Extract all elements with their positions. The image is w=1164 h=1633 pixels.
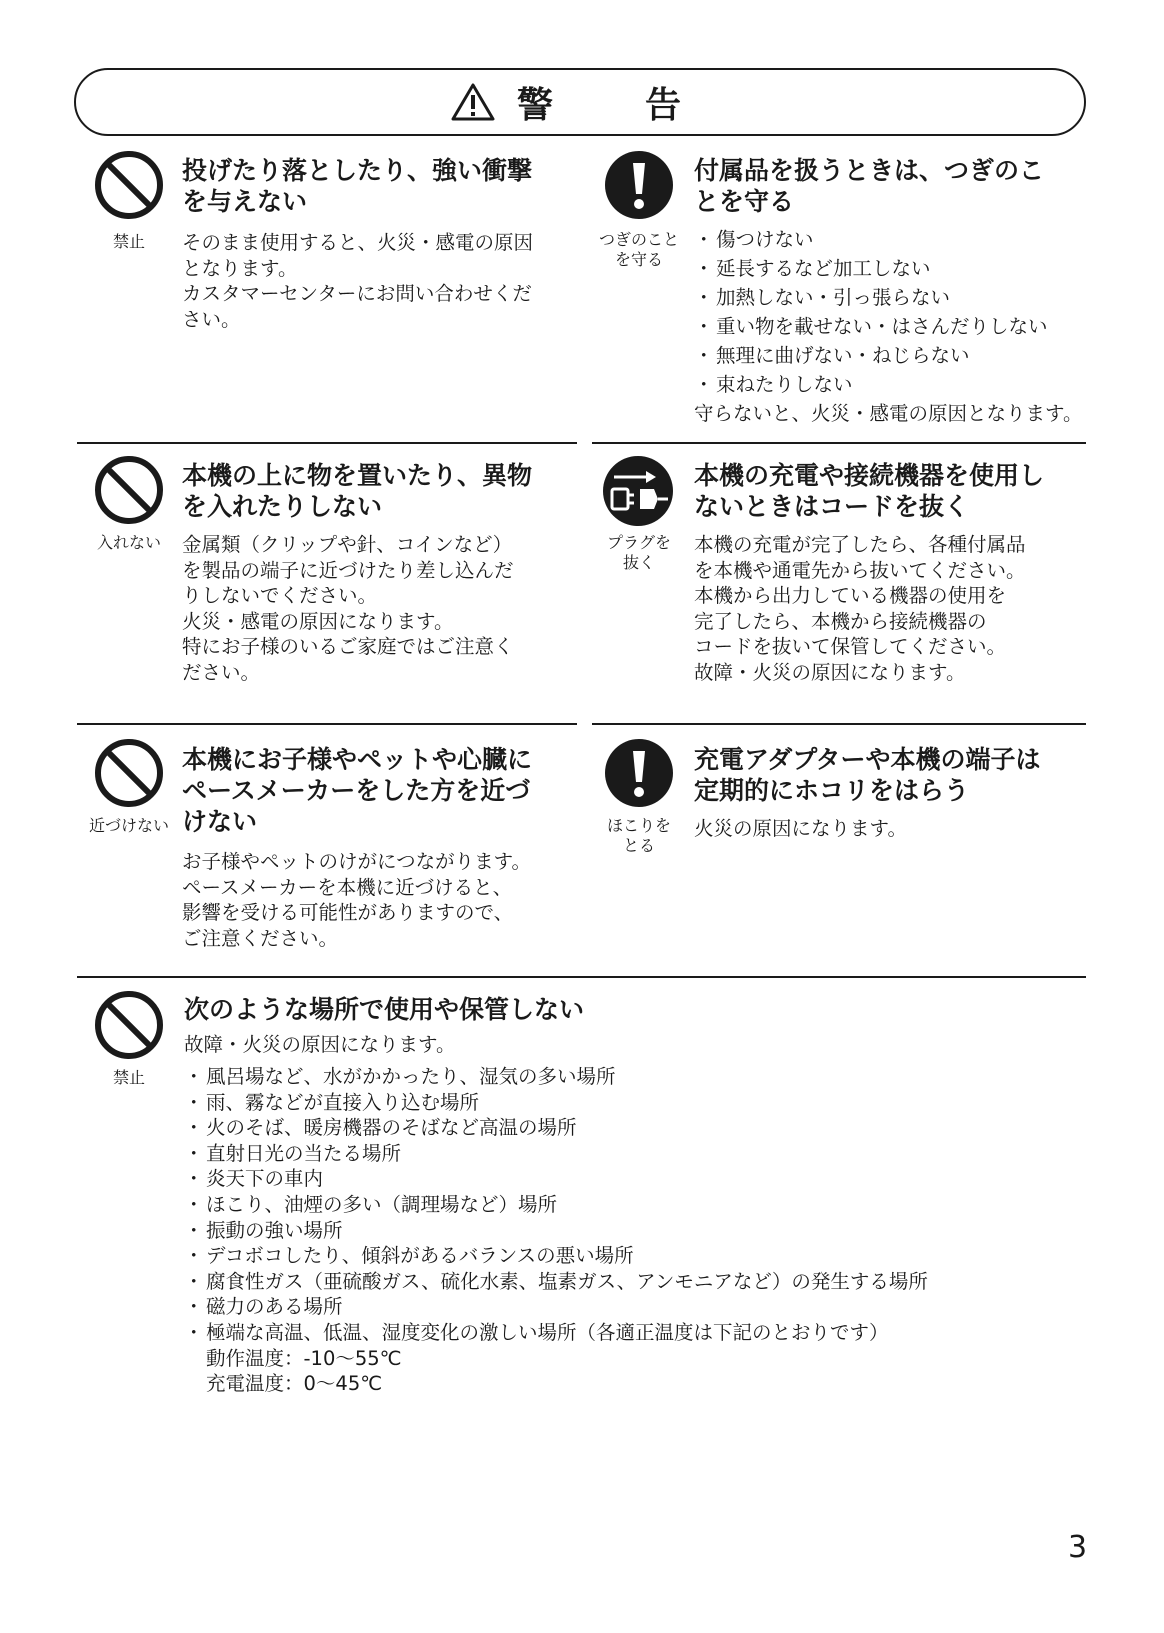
- section-title: 本機の上に物を置いたり、異物 を入れたりしない: [182, 461, 533, 521]
- section-intro: 故障・火災の原因になります。: [184, 1033, 456, 1056]
- section-title: 付属品を扱うときは、つぎのこ とを守る: [694, 156, 1045, 216]
- mandatory-exclamation-icon: [604, 150, 674, 220]
- section-title: 本機にお子様やペットや心臓に ペースメーカーをした方を近づ けない: [182, 745, 533, 836]
- list-footer: 守らないと、火災・感電の原因となります。: [694, 402, 1083, 425]
- icon-label-mandatory: つぎのこと を守る: [598, 230, 679, 269]
- warning-triangle-icon: [451, 82, 495, 122]
- warning-header: [74, 68, 1086, 136]
- list-item: ・ 火のそば、暖房機器のそばなど高温の場所: [184, 1116, 577, 1140]
- divider: [77, 976, 1086, 978]
- list-item: ・ 振動の強い場所: [184, 1218, 343, 1242]
- prohibition-icon: [94, 455, 164, 525]
- temperature-line: 動作温度：-10～55℃: [206, 1346, 402, 1370]
- section-title: 本機の充電や接続機器を使用し ないときはコードを抜く: [694, 461, 1045, 521]
- section-body: 金属類（クリップや針、コインなど） を製品の端子に近づけたり差し込んだ りしないでください。 火災・感電の原因になります。 特にお子様のいるご家庭ではご注意く ださい。: [182, 533, 514, 684]
- divider: [77, 723, 577, 725]
- section-body: そのまま使用すると、火災・感電の原因 となります。 カスタマーセンターにお問い合わせくだ さい。: [182, 231, 534, 331]
- page-number: 3: [1068, 1530, 1088, 1565]
- places-list: [184, 1064, 928, 1397]
- divider: [77, 442, 577, 444]
- section-title: 充電アダプターや本機の端子は 定期的にホコリをはらう: [694, 745, 1041, 805]
- divider: [592, 723, 1086, 725]
- list-item: ・ ほこり、油煙の多い（調理場など）場所: [184, 1192, 558, 1216]
- accessories-rule-list: [694, 225, 1082, 428]
- section-title: 次のような場所で使用や保管しない: [184, 995, 585, 1024]
- list-item: ・ 磁力のある場所: [184, 1295, 343, 1319]
- list-item: ・ 加熱しない・引っ張らない: [694, 286, 951, 309]
- icon-label-unplug: プラグを 抜く: [606, 533, 671, 572]
- list-item: ・ デコボコしたり、傾斜があるバランスの悪い場所: [184, 1244, 634, 1268]
- list-item: ・ 極端な高温、低温、湿度変化の激しい場所（各適正温度は下記のとおりです）: [184, 1320, 889, 1344]
- list-item: ・ 直射日光の当たる場所: [184, 1141, 402, 1165]
- section-body: 本機の充電が完了したら、各種付属品 を本機や通電先から抜いてください。 本機から出力している機器の使用を 完了したら、本機から接続機器の コードを抜いて保管してください。 故障・火災の原因になります。: [694, 533, 1026, 684]
- list-item: ・ 腐食性ガス（亜硫酸ガス、硫化水素、塩素ガス、アンモニアなど）の発生する場所: [184, 1269, 928, 1293]
- list-item: ・ 炎天下の車内: [184, 1167, 324, 1191]
- icon-label-keep-away: 近づけない: [88, 816, 169, 835]
- icon-label-prohibited: 禁止: [112, 232, 145, 251]
- mandatory-exclamation-icon: [604, 738, 674, 808]
- list-item: ・ 傷つけない: [694, 228, 814, 251]
- header-title: 警 告: [516, 84, 709, 126]
- icon-label-do-not-insert: 入れない: [96, 533, 161, 552]
- section-title: 投げたり落としたり、強い衝撃 を与えない: [182, 156, 533, 216]
- prohibition-icon: [94, 150, 164, 220]
- section-body: お子様やペットのけがにつながります。 ペースメーカーを本機に近づけると、 影響を受ける可能性がありますので、 ご注意ください。: [182, 850, 532, 950]
- list-item: ・ 束ねたりしない: [694, 373, 853, 396]
- divider: [592, 442, 1086, 444]
- list-item: ・ 延長するなど加工しない: [694, 257, 931, 280]
- section-body: 火災の原因になります。: [694, 817, 907, 840]
- list-item: ・ 重い物を載せない・はさんだりしない: [694, 315, 1048, 338]
- prohibition-icon: [94, 738, 164, 808]
- icon-label-prohibited: 禁止: [112, 1068, 145, 1087]
- temperature-line: 充電温度：0～45℃: [206, 1372, 383, 1396]
- list-item: ・ 雨、霧などが直接入り込む場所: [184, 1090, 480, 1114]
- list-item: ・ 無理に曲げない・ねじらない: [694, 344, 970, 367]
- icon-label-remove-dust: ほこりを とる: [606, 816, 671, 855]
- unplug-icon: [602, 455, 674, 527]
- prohibition-icon: [94, 990, 164, 1060]
- list-item: ・ 風呂場など、水がかかったり、湿気の多い場所: [184, 1065, 616, 1088]
